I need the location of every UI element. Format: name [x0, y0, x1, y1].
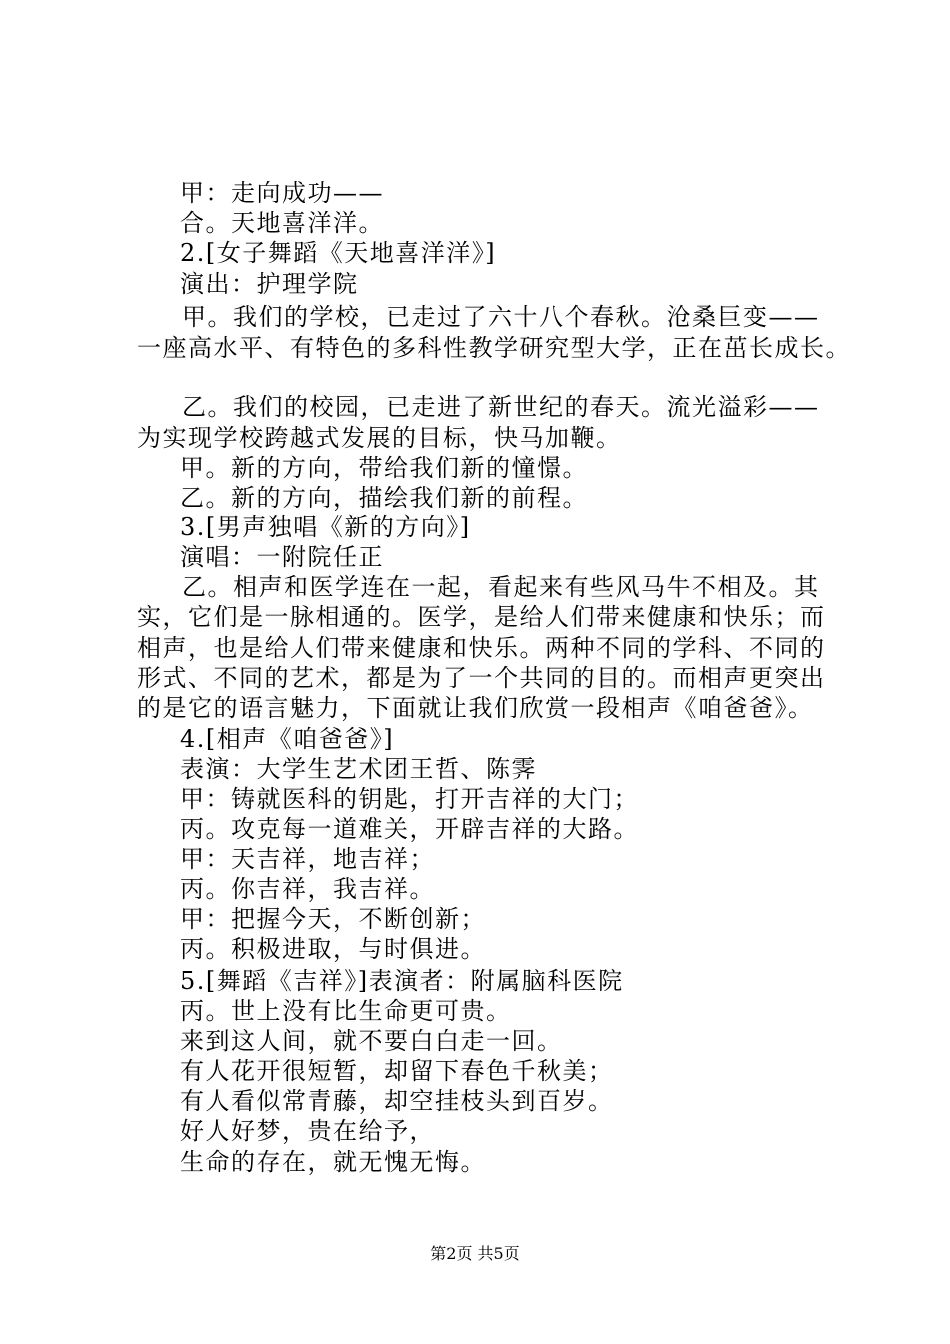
text-line: 乙。新的方向，描绘我们新的前程。 — [180, 484, 588, 512]
text-line: 合。天地喜洋洋。 — [180, 209, 384, 237]
text-line: 演唱：一附院任正 — [180, 543, 384, 571]
text-line: 来到这人间，就不要白白走一回。 — [180, 1027, 563, 1055]
text-line: 乙。相声和医学连在一起，看起来有些风马牛不相及。其 — [182, 573, 820, 601]
text-line: 乙。我们的校园，已走进了新世纪的春天。流光溢彩—— — [182, 393, 820, 421]
text-line: 相声，也是给人们带来健康和快乐。两种不同的学科、不同的 — [137, 634, 826, 662]
text-line: 甲：把握今天，不断创新； — [180, 905, 486, 933]
text-line: 甲：走向成功—— — [180, 179, 384, 207]
text-line: 2.[女子舞蹈《天地喜洋洋》] — [180, 239, 497, 267]
text-line: 5.[舞蹈《吉祥》]表演者：附属脑科医院 — [180, 967, 624, 995]
text-line: 丙。积极进取，与时俱进。 — [180, 935, 486, 963]
text-line: 为实现学校跨越式发展的目标，快马加鞭。 — [137, 424, 622, 452]
text-line: 的是它的语言魅力，下面就让我们欣赏一段相声《咱爸爸》。 — [137, 694, 814, 722]
text-line: 3.[男声独唱《新的方向》] — [180, 513, 471, 541]
text-line: 丙。你吉祥，我吉祥。 — [180, 875, 435, 903]
text-line: 演出：护理学院 — [180, 270, 359, 298]
text-line: 表演：大学生艺术团王哲、陈霁 — [180, 755, 537, 783]
text-line: 生命的存在，就无愧无悔。 — [180, 1148, 486, 1176]
text-line: 4.[相声《咱爸爸》] — [180, 725, 395, 753]
text-line: 甲：铸就医科的钥匙，打开吉祥的大门； — [180, 785, 639, 813]
text-line: 有人花开很短暂，却留下春色千秋美； — [180, 1057, 614, 1085]
text-line: 好人好梦，贵在给予， — [180, 1117, 435, 1145]
text-line: 有人看似常青藤，却空挂枝头到百岁。 — [180, 1087, 614, 1115]
text-line: 实，它们是一脉相通的。医学，是给人们带来健康和快乐；而 — [137, 603, 826, 631]
text-line: 甲：天吉祥，地吉祥； — [180, 845, 435, 873]
page-footer: 第2页 共5页 — [430, 1244, 520, 1263]
text-line: 丙。攻克每一道难关，开辟吉祥的大路。 — [180, 815, 639, 843]
text-line: 甲。新的方向，带给我们新的憧憬。 — [180, 454, 588, 482]
text-line: 一座高水平、有特色的多科性教学研究型大学，正在茁长成长。 — [137, 334, 851, 362]
text-line: 形式、不同的艺术，都是为了一个共同的目的。而相声更突出 — [137, 664, 826, 692]
text-line: 丙。世上没有比生命更可贵。 — [180, 997, 512, 1025]
text-line: 甲。我们的学校，已走过了六十八个春秋。沧桑巨变—— — [182, 303, 820, 331]
